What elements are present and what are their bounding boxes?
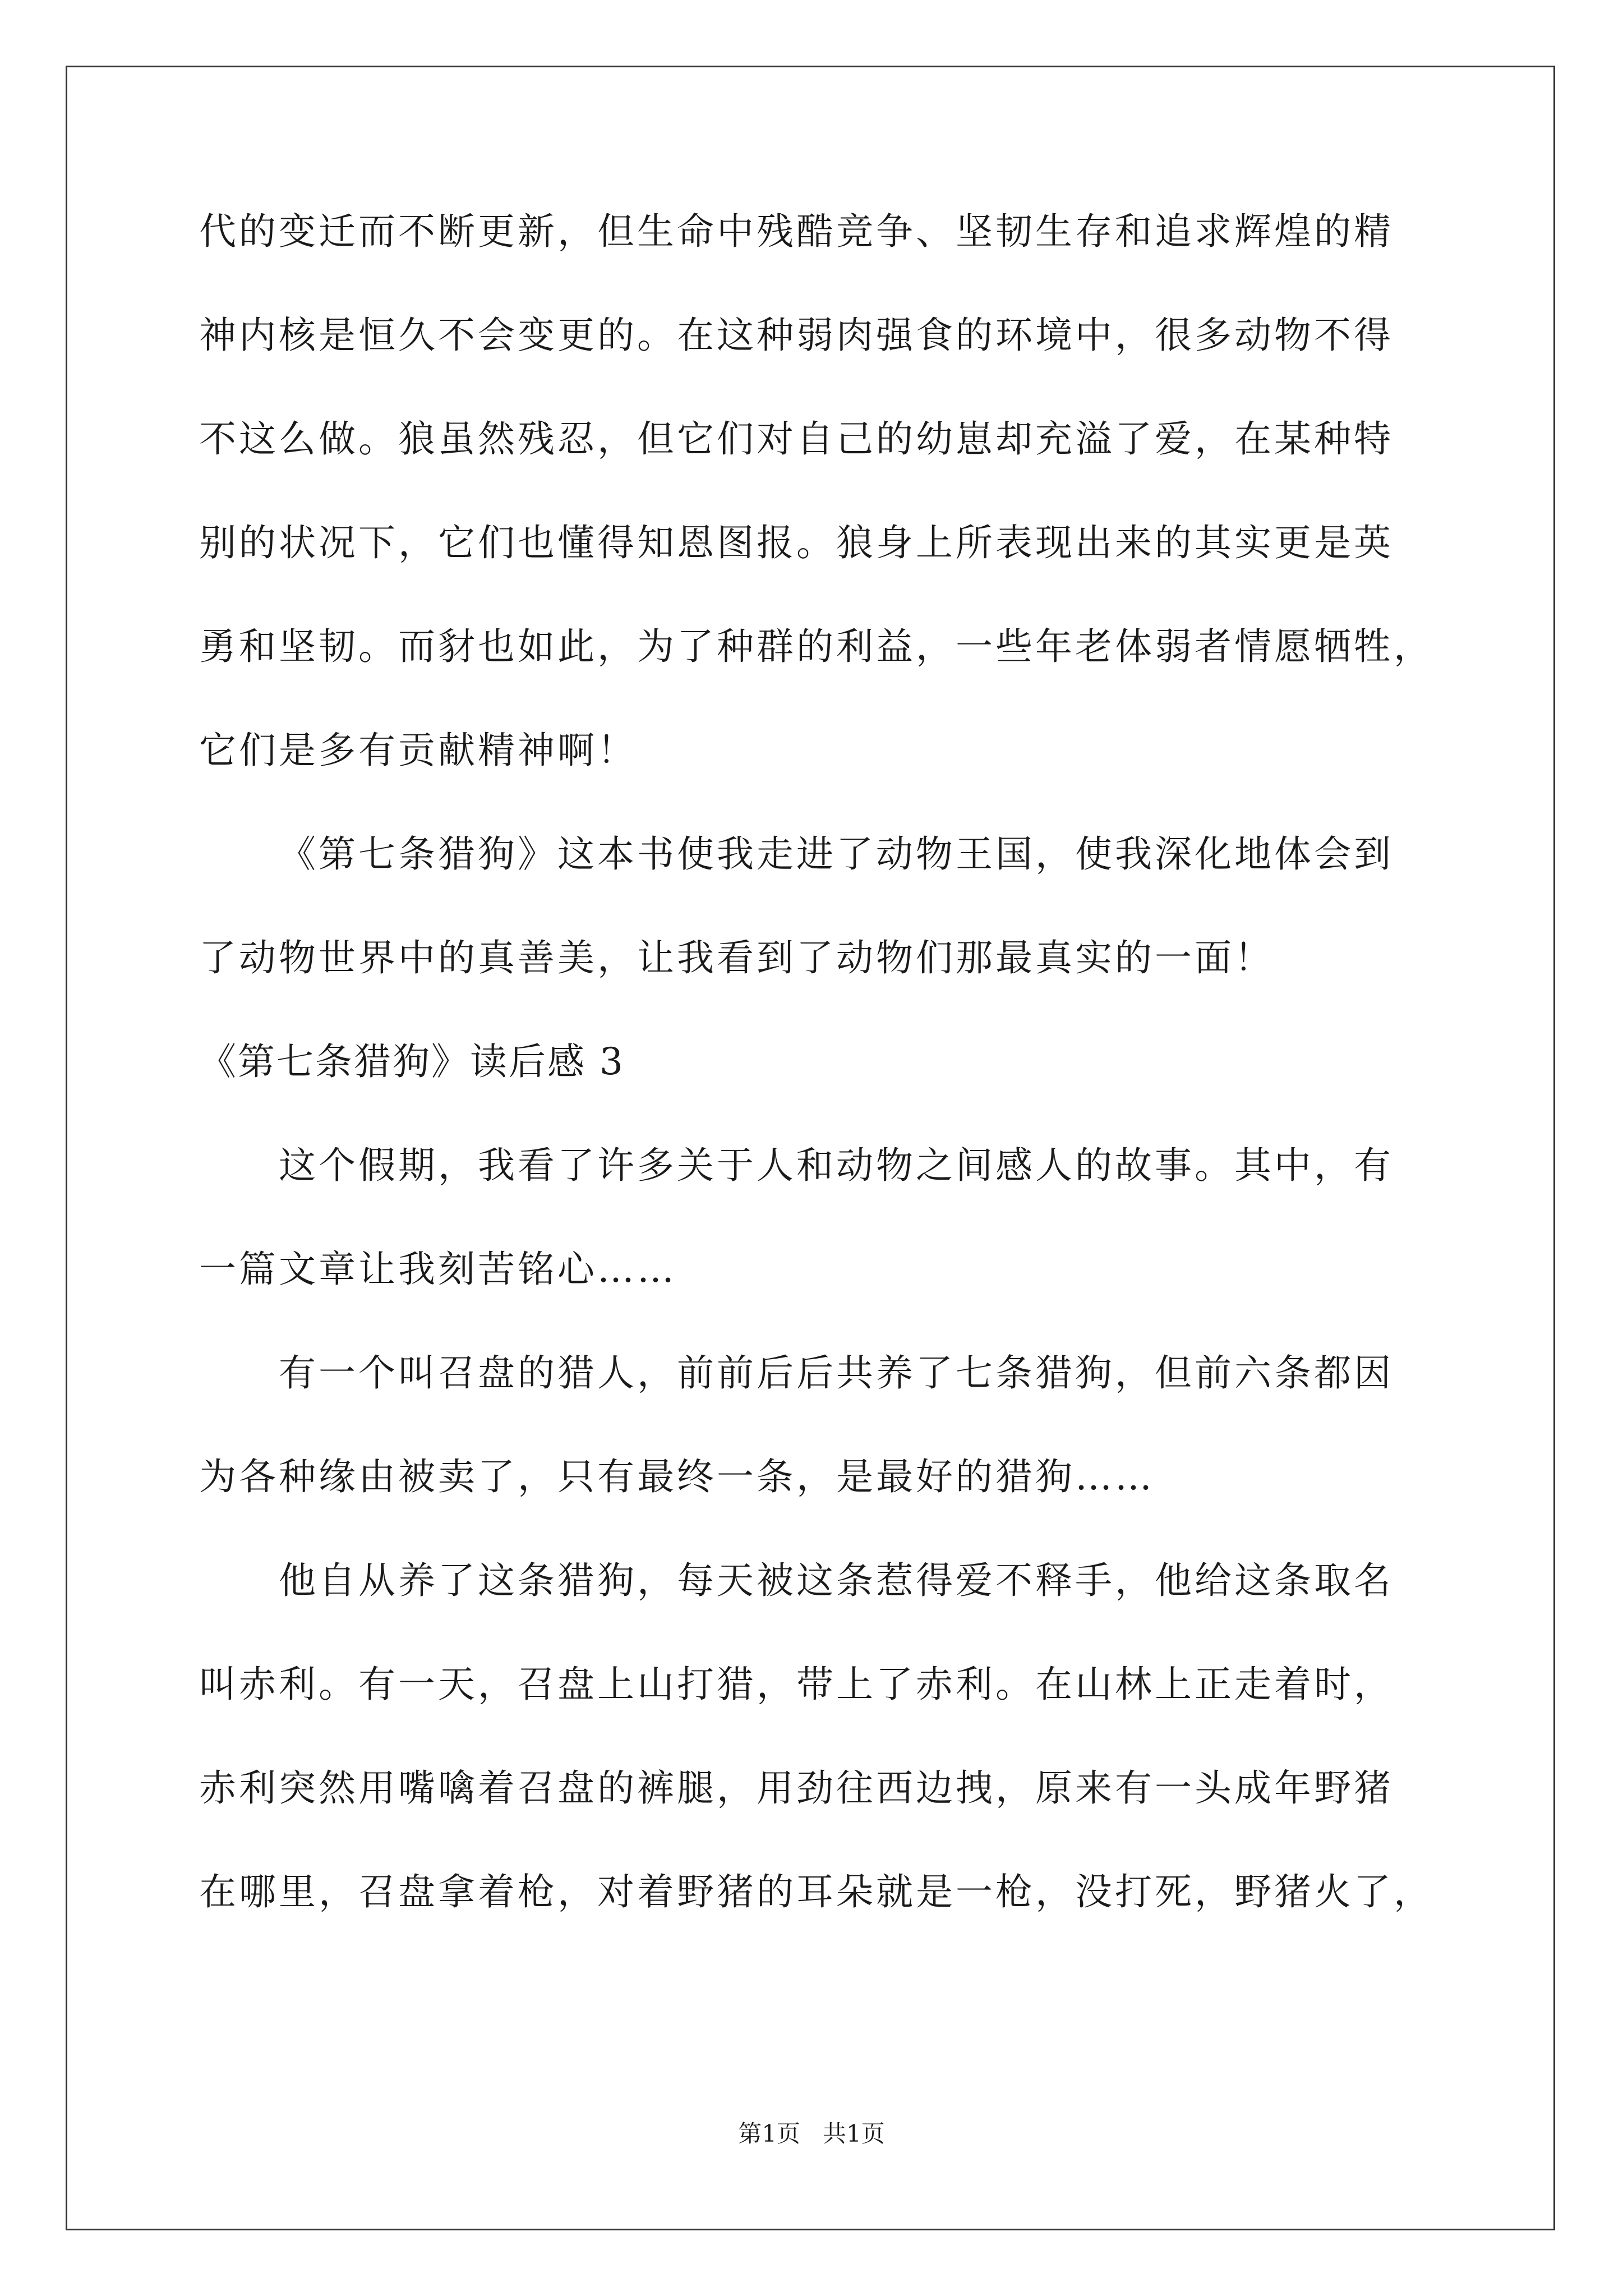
text-line-10: 这个假期，我看了许多关于人和动物之间感人的故事。其中，有 <box>279 1144 1394 1187</box>
text-line-5: 勇和坚韧。而豺也如此，为了种群的利益，一些年老体弱者情愿牺牲， <box>199 625 1433 668</box>
text-line-4: 别的状况下，它们也懂得知恩图报。狼身上所表现出来的其实更是英 <box>199 521 1394 564</box>
document-body <box>199 210 1433 1977</box>
text-line-15: 叫赤利。有一天，召盘上山打猎，带上了赤利。在山林上正走着时， <box>199 1663 1394 1706</box>
text-line-1: 代的变迁而不断更新，但生命中残酷竞争、坚韧生存和追求辉煌的精 <box>199 210 1394 253</box>
text-line-2: 神内核是恒久不会变更的。在这种弱肉强食的环境中，很多动物不得 <box>199 314 1394 357</box>
text-line-17: 在哪里，召盘拿着枪，对着野猪的耳朵就是一枪，没打死，野猪火了， <box>199 1870 1433 1913</box>
text-line-12: 有一个叫召盘的猎人，前前后后共养了七条猎狗，但前六条都因 <box>279 1351 1394 1395</box>
text-line-14: 他自从养了这条猎狗，每天被这条惹得爱不释手，他给这条取名 <box>279 1559 1394 1602</box>
text-line-7: 《第七条猎狗》这本书使我走进了动物王国，使我深化地体会到 <box>279 832 1394 876</box>
text-line-6: 它们是多有贡献精神啊！ <box>199 729 637 772</box>
text-line-11: 一篇文章让我刻苦铭心…… <box>199 1248 677 1291</box>
text-line-16: 赤利突然用嘴噙着召盘的裤腿，用劲往西边拽，原来有一头成年野猪 <box>199 1766 1394 1810</box>
section-heading: 《第七条猎狗》读后感 3 <box>199 1040 625 1083</box>
text-line-13: 为各种缘由被卖了，只有最终一条，是最好的猎狗…… <box>199 1455 1155 1498</box>
text-line-3: 不这么做。狼虽然残忍，但它们对自己的幼崽却充溢了爱，在某种特 <box>199 417 1394 461</box>
page-footer: 第1页 共1页 <box>738 2120 885 2147</box>
text-line-8: 了动物世界中的真善美，让我看到了动物们那最真实的一面！ <box>199 936 1274 979</box>
